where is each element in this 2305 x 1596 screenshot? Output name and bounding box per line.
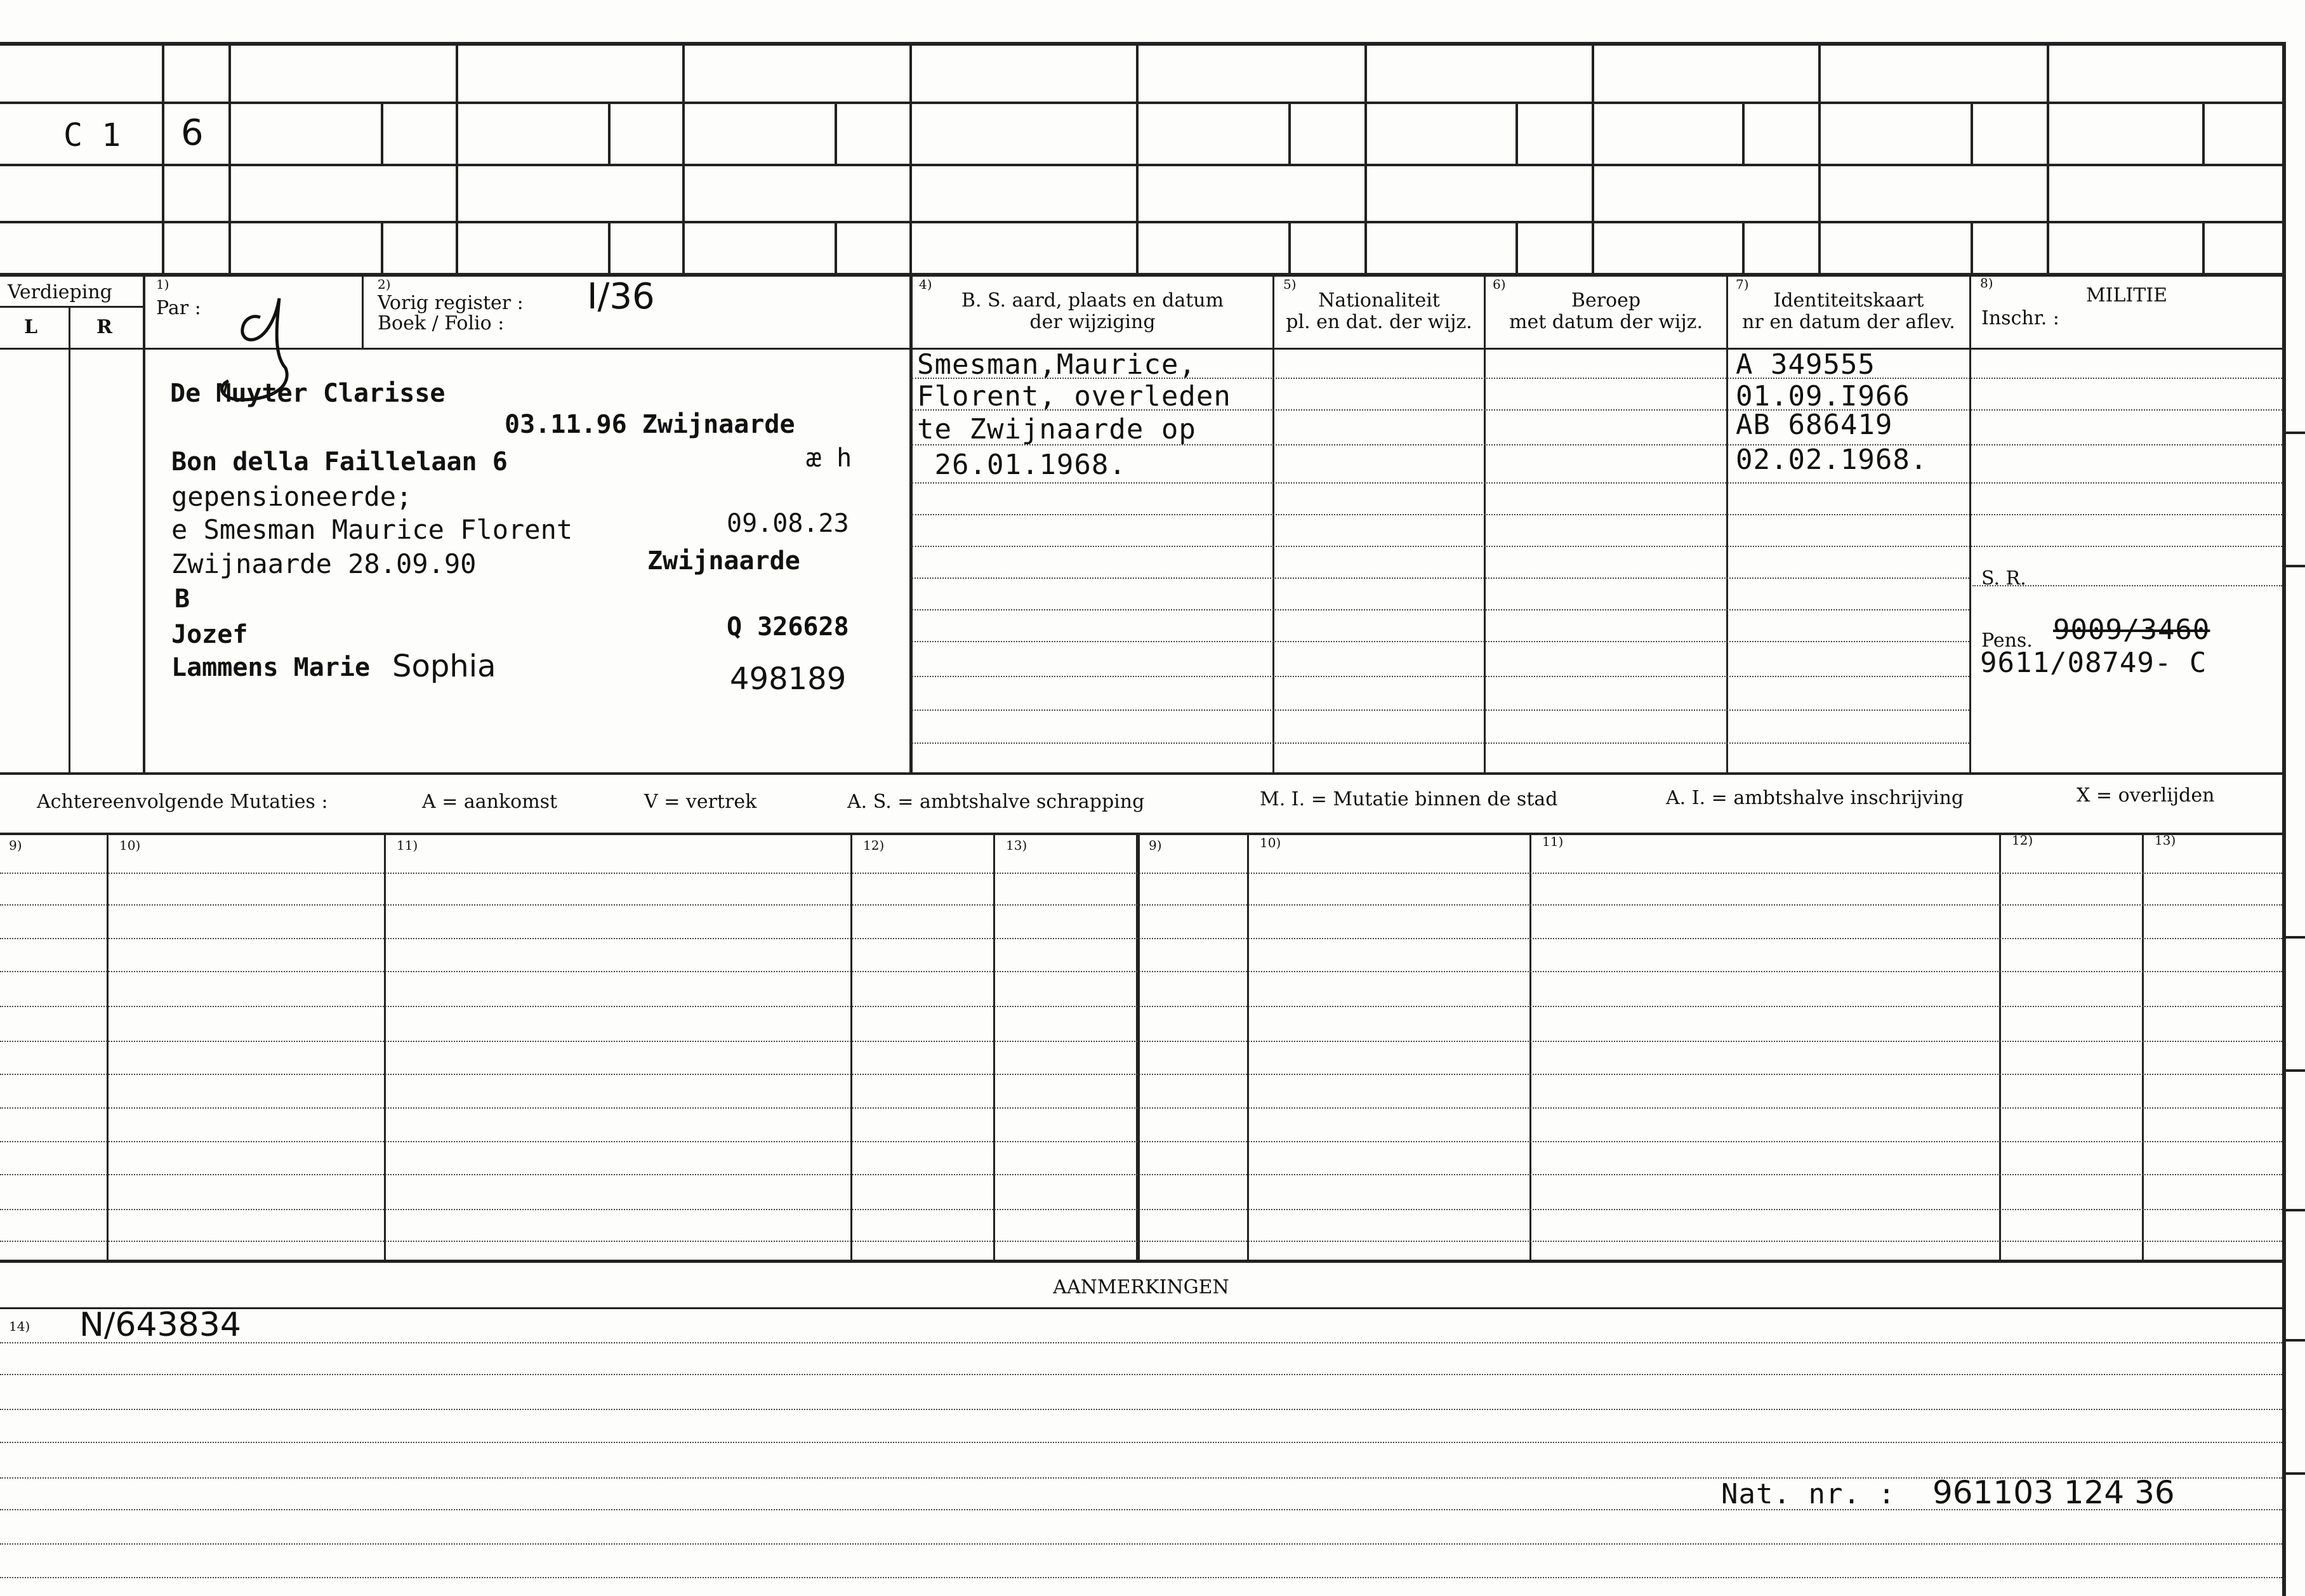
mut-col-13b: 13) — [2155, 833, 2176, 848]
id-num: 7) — [1736, 277, 1749, 292]
pens-label: Pens. — [1981, 630, 2033, 652]
mut-col-9a: 9) — [9, 838, 22, 853]
person-address: Bon della Faillelaan 6 — [171, 447, 508, 477]
beroep-header-2: met datum der wijz. — [1509, 311, 1703, 333]
person-spouse-date: 09.08.23 — [727, 509, 849, 538]
id-line-2: 01.09.I966 — [1736, 380, 1910, 412]
verdieping-label: Verdieping — [8, 281, 112, 303]
sr-label: S. R. — [1981, 567, 2026, 590]
par-num: 1) — [156, 277, 169, 292]
par-label: Par : — [156, 297, 201, 319]
militie-title: MILITIE — [2085, 284, 2168, 307]
mutaties-title: Achtereenvolgende Mutaties : — [37, 791, 328, 813]
bs-num: 4) — [919, 277, 932, 292]
militie-inschr: Inschr. : — [1981, 307, 2059, 329]
legend-a: A = aankomst — [422, 791, 558, 813]
nat-header-2: pl. en dat. der wijz. — [1286, 311, 1472, 333]
person-spouse: e Smesman Maurice Florent — [171, 514, 573, 545]
pens-old: 9009/3460 — [2053, 614, 2210, 646]
col-r-label: R — [96, 316, 112, 338]
mut-col-10a: 10) — [119, 838, 141, 853]
id-line-1: A 349555 — [1736, 348, 1875, 381]
mil-num: 8) — [1980, 275, 1993, 291]
id-line-4: 02.02.1968. — [1736, 444, 1928, 476]
mut-col-13a: 13) — [1006, 838, 1027, 853]
aanmerkingen-value: N/643834 — [79, 1306, 241, 1344]
person-name: De Muyter Clarisse — [170, 379, 446, 408]
top-code-2: 6 — [181, 112, 204, 154]
id-header-2: nr en datum der aflev. — [1742, 311, 1955, 333]
legend-x: X = overlijden — [2077, 784, 2215, 807]
id-line-3: AB 686419 — [1736, 409, 1893, 441]
person-mother-typed: Lammens Marie — [171, 653, 371, 682]
nat-nr-value: 961103 124 36 — [1932, 1474, 2175, 1511]
legend-as: A. S. = ambtshalve schrapping — [847, 791, 1145, 813]
mut-col-10b: 10) — [1260, 835, 1281, 850]
mut-col-11b: 11) — [1542, 834, 1564, 849]
person-mark: æ h — [806, 444, 852, 473]
mut-col-9b: 9) — [1149, 838, 1162, 853]
pens-new: 9611/08749- C — [1980, 647, 2207, 679]
mut-col-11a: 11) — [397, 838, 418, 853]
vorig-value: I/36 — [587, 276, 655, 317]
person-birth: 03.11.96 Zwijnaarde — [505, 410, 795, 439]
mut-col-12b: 12) — [2012, 833, 2033, 848]
person-mother-hand: Sophia — [392, 649, 496, 684]
bs-line-1: Smesman,Maurice, — [917, 348, 1196, 381]
person-occupation: gepensioneerde; — [171, 481, 413, 512]
nat-num: 5) — [1283, 277, 1297, 292]
bs-header-2: der wijziging — [1029, 311, 1156, 333]
person-mother-code: 498189 — [730, 661, 847, 697]
bs-line-2: Florent, overleden — [917, 380, 1231, 412]
vorig-num: 2) — [378, 277, 391, 292]
legend-ai: A. I. = ambtshalve inschrijving — [1666, 787, 1964, 809]
col-l-label: L — [24, 316, 38, 338]
aanmerkingen-num: 14) — [9, 1319, 30, 1334]
person-father: Jozef — [171, 620, 248, 649]
mut-col-12a: 12) — [863, 838, 885, 853]
top-code-1: C 1 — [63, 117, 121, 154]
person-line-b: B — [175, 584, 190, 614]
beroep-header-1: Beroep — [1571, 289, 1641, 312]
bs-line-4: 26.01.1968. — [917, 449, 1126, 481]
person-marriage-place: Zwijnaarde — [647, 546, 800, 576]
bs-header-1: B. S. aard, plaats en datum — [961, 289, 1224, 312]
nat-nr-label: Nat. nr. : — [1721, 1478, 1896, 1510]
boek-label: Boek / Folio : — [378, 312, 505, 334]
legend-mi: M. I. = Mutatie binnen de stad — [1260, 788, 1558, 810]
id-header-1: Identiteitskaart — [1773, 289, 1924, 312]
vorig-label: Vorig register : — [378, 292, 524, 314]
beroep-num: 6) — [1493, 277, 1506, 292]
nat-header-1: Nationaliteit — [1318, 289, 1440, 312]
aanmerkingen-title: AANMERKINGEN — [1053, 1276, 1229, 1298]
legend-v: V = vertrek — [644, 791, 757, 813]
person-father-code: Q 326628 — [727, 612, 849, 642]
person-marriage: Zwijnaarde 28.09.90 — [171, 548, 477, 579]
bs-line-3: te Zwijnaarde op — [917, 413, 1196, 445]
